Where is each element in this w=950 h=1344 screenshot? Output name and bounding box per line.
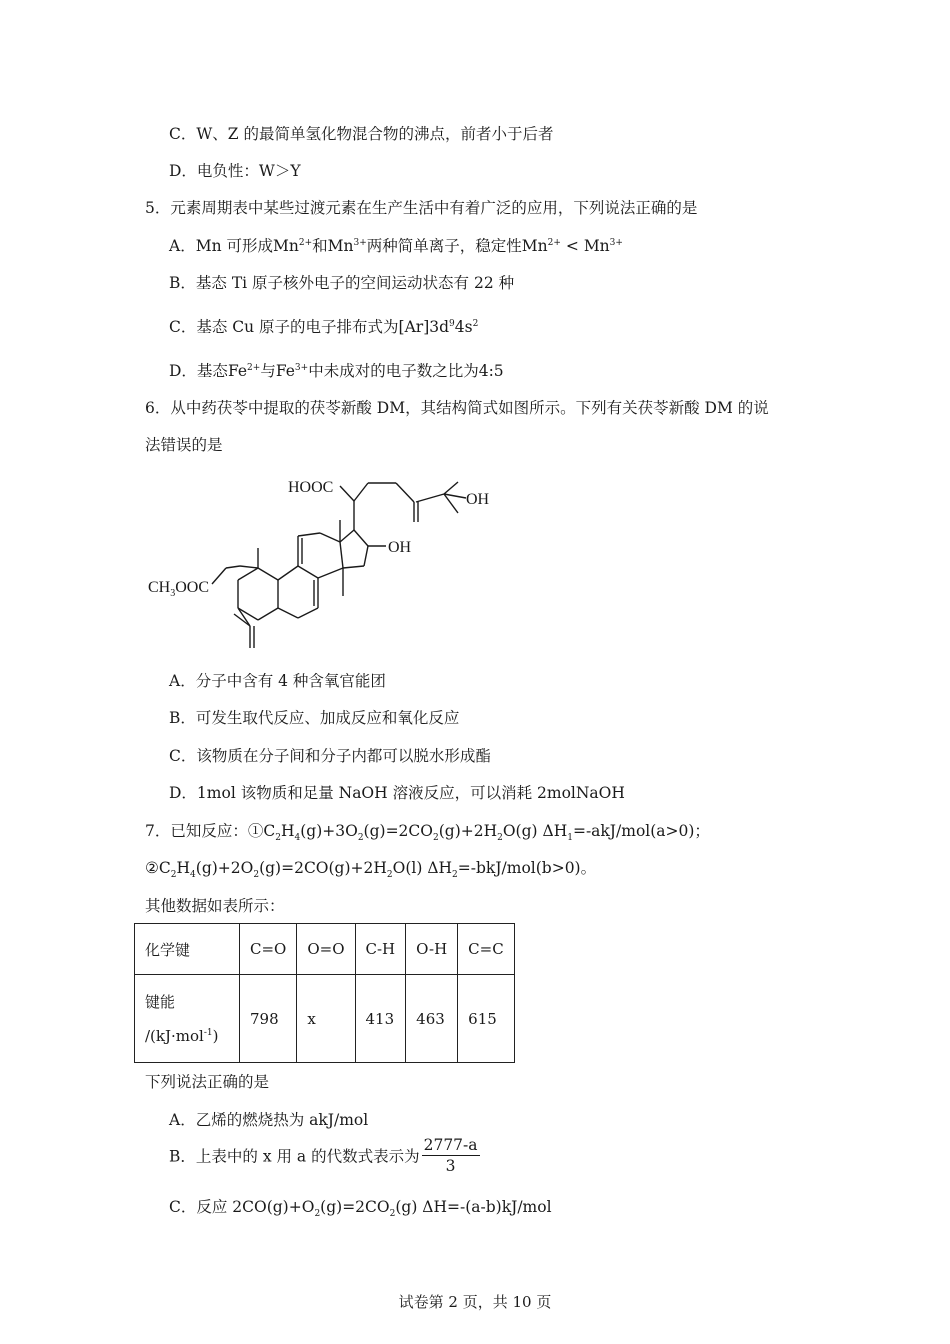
q7-option-c: C．反应 $2CO(g)+O_2(g)=2CO_2(g)$ ΔH=-(a-b)kJ/mol <box>169 1198 552 1220</box>
table-cell: 413 <box>355 975 406 1063</box>
table-header-cell: C=O <box>240 924 297 975</box>
fraction: $\frac{2777-a}{3}$ <box>423 1136 478 1175</box>
q6-stem-line2: 法错误的是 <box>145 436 223 454</box>
q7-reaction-1: 7．已知反应：$①C_2H_4(g)+3O_2(g)=2CO_2(g)+2H_2O(g)$ $\Delta H_1=-akJ/mol(a>0)$； <box>145 822 710 844</box>
label-methyl-ester: $CH_3OOC$ <box>148 579 210 599</box>
table-cell: 463 <box>406 975 458 1063</box>
table-cell: x <box>297 975 355 1063</box>
structural-formula <box>140 468 520 658</box>
label-oh-side-chain: OH <box>466 491 490 508</box>
table-header-cell: C-H <box>355 924 406 975</box>
table-row <box>135 975 515 1063</box>
q6-option-c: C．该物质在分子间和分子内都可以脱水形成酯 <box>169 747 491 765</box>
table-cell: 798 <box>240 975 297 1063</box>
table-cell: 615 <box>458 975 515 1063</box>
label-hooc: HOOC <box>288 479 334 496</box>
q4-option-c: C．W、Z 的最简单氢化物混合物的沸点，前者小于后者 <box>169 125 554 143</box>
q7-reaction-2: $②C_2H_4(g)+2O_2(g)=2CO(g)+2H_2O(l)$ $\Delta H_2=-bkJ/mol(b>0)$。 <box>145 859 597 881</box>
q5-option-d: D．基态$Fe^{2+}$与$Fe^{3+}$中未成对的电子数之比为4:5 <box>169 362 504 380</box>
q6-option-a: A．分子中含有 4 种含氧官能团 <box>169 672 386 690</box>
q6-stem-line1: 6．从中药茯苓中提取的茯苓新酸 DM，其结构简式如图所示。下列有关茯苓新酸 DM 的说 <box>145 399 769 417</box>
table-row-label: 键能 /(kJ·mol$^{-1}$) <box>135 975 240 1063</box>
table-header-row <box>135 924 515 975</box>
table-header-cell: 化学键 <box>135 924 240 975</box>
q6-option-b: B．可发生取代反应、加成反应和氧化反应 <box>169 709 460 727</box>
bond-energy-table <box>134 923 515 1063</box>
q4-option-d: D．电负性：W＞Y <box>169 162 301 180</box>
table-header-cell: O=O <box>297 924 355 975</box>
q5-option-c: C．基态 Cu 原子的电子排布式为$[Ar]3d^94s^2$ <box>169 318 479 336</box>
q6-option-d: D．1mol 该物质和足量 NaOH 溶液反应，可以消耗 2molNaOH <box>169 784 625 802</box>
q5-option-a: A．Mn 可形成$Mn^{2+}$和$Mn^{3+}$两种简单离子，稳定性$Mn^{2+} < Mn^{3+}$ <box>169 237 623 255</box>
q7-table-intro: 其他数据如表所示： <box>145 897 285 915</box>
label-oh-ring: OH <box>388 539 412 556</box>
q5-stem: 5．元素周期表中某些过渡元素在生产生活中有着广泛的应用，下列说法正确的是 <box>145 199 698 217</box>
page-footer: 试卷第 2 页，共 10 页 <box>398 1293 552 1311</box>
q7-option-b: B．上表中的 x 用 a 的代数式表示为 $\frac{2777-a}{3}$ <box>169 1136 478 1175</box>
q7-ask: 下列说法正确的是 <box>145 1073 270 1091</box>
q7-option-a: A．乙烯的燃烧热为 akJ/mol <box>169 1111 369 1129</box>
table-header-cell: C=C <box>458 924 515 975</box>
skeleton-bonds <box>212 482 466 648</box>
q5-option-b: B．基态 Ti 原子核外电子的空间运动状态有 22 种 <box>169 274 515 292</box>
table-header-cell: O-H <box>406 924 458 975</box>
